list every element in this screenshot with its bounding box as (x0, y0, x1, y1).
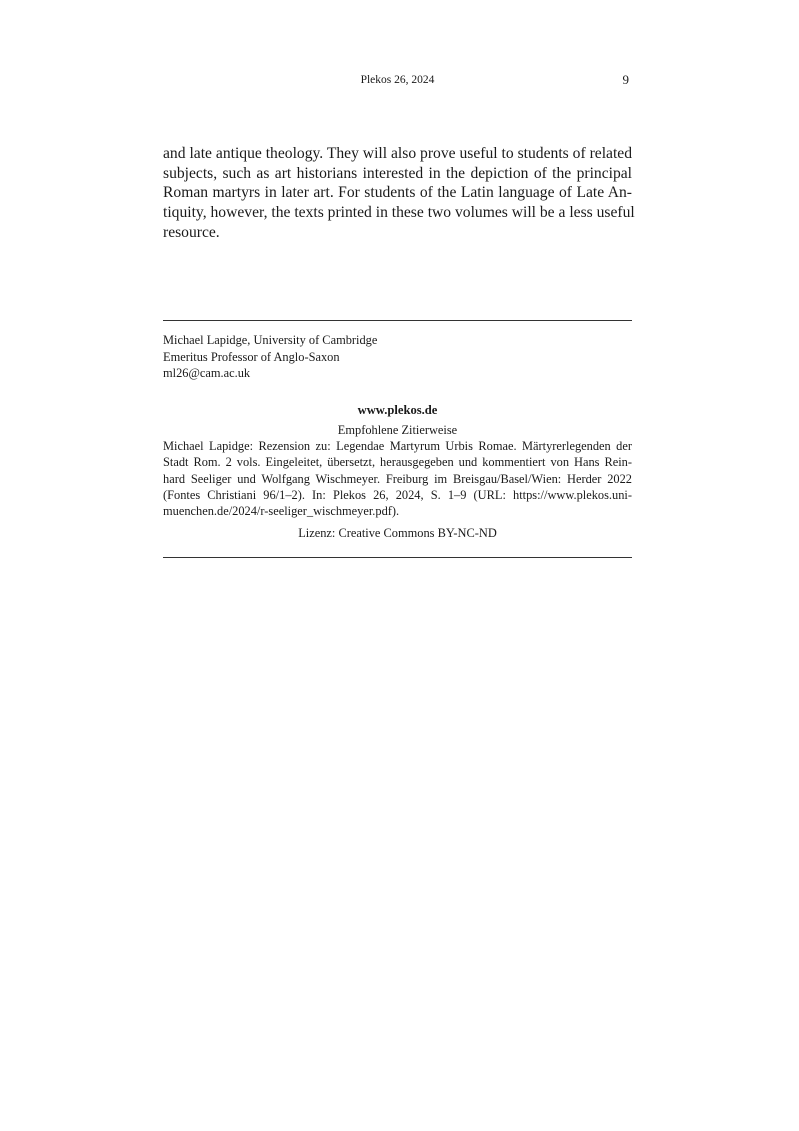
license-text: Lizenz: Creative Commons BY-NC-ND (298, 526, 497, 541)
body-paragraph (163, 144, 635, 242)
website-link[interactable]: www.plekos.de (357, 403, 438, 417)
body-line: resource. (163, 223, 220, 241)
citation-line: muenchen.de/2024/r-seeliger_wischmeyer.pdf). (163, 503, 400, 518)
citation-line: Stadt Rom. 2 vols. Eingeleitet, übersetzt, herausgegeben und kommentiert von Hans Rein- (163, 455, 632, 470)
citation-line: Michael Lapidge: Rezension zu: Legendae Martyrum Urbis Romae. Märtyrerlegenden der (163, 439, 632, 454)
citation-block (163, 402, 632, 541)
author-name-affiliation: Michael Lapidge, University of Cambridge (163, 333, 378, 347)
bottom-divider (163, 557, 632, 558)
citation-heading: Empfohlene Zitierweise (337, 423, 458, 437)
author-title: Emeritus Professor of Anglo-Saxon (163, 349, 340, 364)
body-line: Roman martyrs in later art. For students of the Latin language of Late An- (163, 184, 632, 202)
running-header (163, 74, 632, 90)
page-number: 9 (622, 72, 629, 87)
body-line: tiquity, however, the texts printed in these two volumes will be a less useful (163, 204, 635, 222)
top-divider (163, 320, 632, 321)
author-email: ml26@cam.ac.uk (163, 366, 251, 380)
body-line: and late antique theology. They will also prove useful to students of related (163, 145, 632, 162)
body-line: subjects, such as art historians interested in the depiction of the principal (163, 164, 632, 182)
citation-line: (Fontes Christiani 96/1–2). In: Plekos 26, 2024, S. 1–9 (URL: https://www.plekos.uni- (163, 487, 632, 502)
citation-line: hard Seeliger und Wolfgang Wischmeyer. Freiburg im Breisgau/Basel/Wien: Herder 2022 (163, 471, 632, 486)
journal-issue: Plekos 26, 2024 (360, 74, 435, 86)
author-info (163, 332, 377, 382)
